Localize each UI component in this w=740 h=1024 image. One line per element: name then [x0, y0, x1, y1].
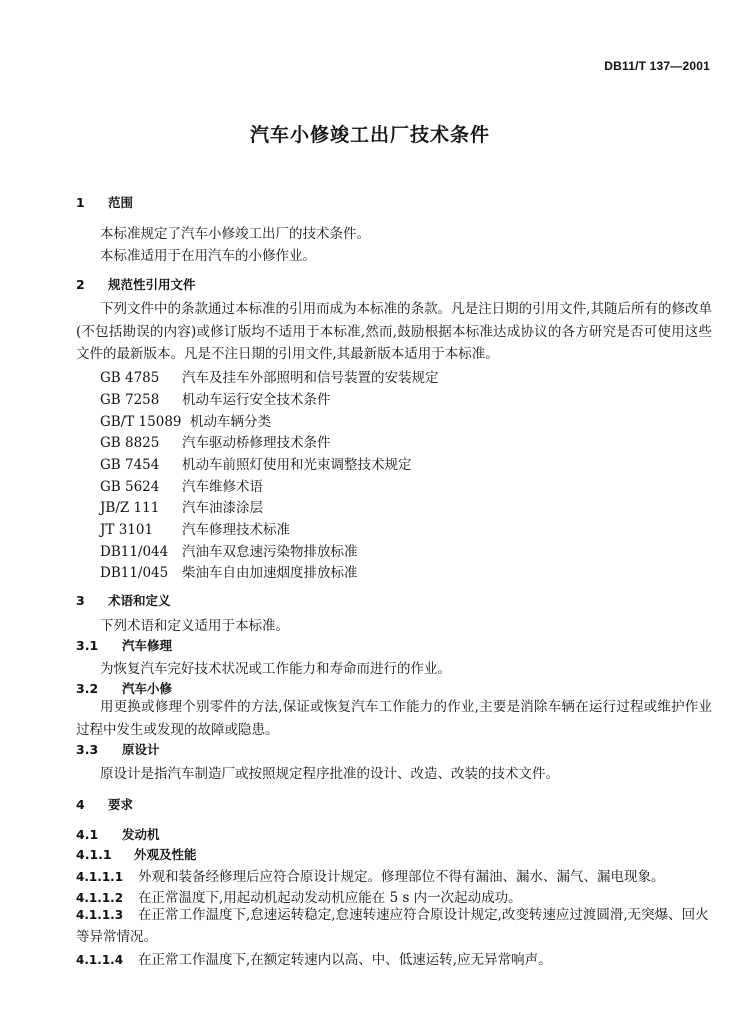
reference-code: GB/T 15089: [100, 414, 182, 430]
reference-code: DB11/045: [100, 565, 169, 581]
subsection-title: 汽车修理: [122, 638, 173, 653]
reference-item: [100, 475, 263, 495]
clause-number: 4.1.1.2: [76, 891, 124, 905]
subsection-number: 3.1: [76, 638, 99, 653]
reference-item: [100, 540, 358, 560]
reference-item: [100, 453, 412, 473]
section-1-heading: [76, 193, 133, 211]
subsection-3-1-heading: [76, 636, 172, 654]
reference-item: [100, 388, 331, 408]
subsection-title: 汽车小修: [122, 681, 173, 696]
section-3-intro: 下列术语和定义适用于本标准。: [100, 618, 289, 634]
subsection-3-2-heading: [76, 679, 172, 697]
section-number: 1: [76, 195, 85, 210]
subsection-title: 原设计: [122, 742, 160, 757]
clause-4-1-1-1: [76, 865, 665, 885]
subsection-4-1-heading: [76, 825, 160, 843]
subsection-3-3-text: 原设计是指汽车制造厂或按照规定程序批准的设计、改造、改装的技术文件。: [100, 766, 559, 782]
section-3-heading: [76, 591, 171, 609]
reference-code: JT 3101: [100, 522, 154, 538]
reference-item: [100, 518, 290, 538]
reference-item: [100, 366, 439, 386]
clause-4-1-1-3: [76, 904, 716, 948]
section-title: 规范性引用文件: [108, 277, 196, 292]
section-title: 术语和定义: [108, 593, 171, 608]
section-number: 2: [76, 277, 85, 292]
subsection-3-3-heading: [76, 740, 160, 758]
clause-text: 外观和装备经修理后应符合原设计规定。修理部位不得有漏油、漏水、漏气、漏电现象。: [138, 869, 665, 885]
subsection-title: 外观及性能: [134, 847, 197, 862]
section-1-para-1: 本标准规定了汽车小修竣工出厂的技术条件。: [100, 226, 370, 242]
reference-title: 汽车油漆涂层: [182, 500, 263, 516]
reference-item: [100, 431, 331, 451]
clause-4-1-1-4: [76, 948, 552, 968]
subsection-title: 发动机: [122, 827, 160, 842]
clause-4-1-1-2: [76, 886, 522, 906]
clause-number: 4.1.1.4: [76, 953, 124, 967]
section-1-para-2: 本标准适用于在用汽车的小修作业。: [100, 248, 316, 264]
reference-title: 汽车维修术语: [182, 479, 263, 495]
reference-title: 机动车运行安全技术条件: [182, 392, 331, 408]
section-number: 3: [76, 593, 85, 608]
subsection-3-2-text: 用更换或修理个别零件的方法,保证或恢复汽车工作能力的作业,主要是消除车辆在运行过程或维护作业过程中发生或发现的故障或隐患。: [76, 699, 712, 738]
clause-text: 在正常温度下,用起动机起动发动机应能在 5 s 内一次起动成功。: [138, 890, 522, 906]
reference-code: GB 7258: [100, 392, 160, 408]
clause-text: 在正常工作温度下,在额定转速内以高、中、低速运转,应无异常响声。: [138, 952, 552, 968]
document-title: 汽车小修竣工出厂技术条件: [249, 124, 490, 146]
section-number: 4: [76, 797, 85, 812]
reference-title: 汽车驱动桥修理技术条件: [182, 435, 331, 451]
reference-title: 机动车辆分类: [190, 414, 271, 430]
reference-code: GB 5624: [100, 479, 160, 495]
clause-number: 4.1.1.3: [76, 908, 124, 922]
subsection-number: 4.1.1: [76, 847, 112, 862]
section-4-heading: [76, 795, 133, 813]
reference-item: [100, 410, 271, 430]
subsection-4-1-1-heading: [76, 845, 197, 863]
standard-code: DB11/T 137—2001: [604, 59, 710, 73]
section-2-intro: 下列文件中的条款通过本标准的引用而成为本标准的条款。凡是注日期的引用文件,其随后所有的修改单(不包括勘误的内容)或修订版均不适用于本标准,然而,鼓励根据本标准达成协议的各方研究是否可使用这些文件的最新版本。凡是不注日期的引用文件,其最新版本适用于本标准。: [76, 301, 712, 362]
reference-code: GB 7454: [100, 457, 160, 473]
reference-item: [100, 496, 263, 516]
clause-number: 4.1.1.1: [76, 870, 124, 884]
subsection-number: 3.3: [76, 742, 99, 757]
section-2-heading: [76, 275, 196, 293]
reference-title: 柴油车自由加速烟度排放标准: [182, 565, 358, 581]
section-title: 要求: [108, 797, 134, 812]
section-title: 范围: [108, 195, 134, 210]
reference-title: 汽油车双怠速污染物排放标准: [182, 544, 358, 560]
reference-code: JB/Z 111: [100, 500, 160, 516]
reference-code: GB 4785: [100, 370, 160, 386]
subsection-number: 3.2: [76, 681, 99, 696]
reference-title: 汽车及挂车外部照明和信号装置的安装规定: [182, 370, 439, 386]
reference-item: [100, 561, 358, 581]
clause-text: 在正常工作温度下,怠速运转稳定,怠速转速应符合原设计规定,改变转速应过渡圆滑,无突爆、回火等异常情况。: [76, 907, 709, 945]
subsection-number: 4.1: [76, 827, 99, 842]
reference-code: GB 8825: [100, 435, 160, 451]
subsection-3-1-text: 为恢复汽车完好技术状况或工作能力和寿命而进行的作业。: [100, 661, 451, 677]
reference-code: DB11/044: [100, 544, 169, 560]
reference-title: 汽车修理技术标准: [182, 522, 290, 538]
reference-title: 机动车前照灯使用和光束调整技术规定: [182, 457, 412, 473]
